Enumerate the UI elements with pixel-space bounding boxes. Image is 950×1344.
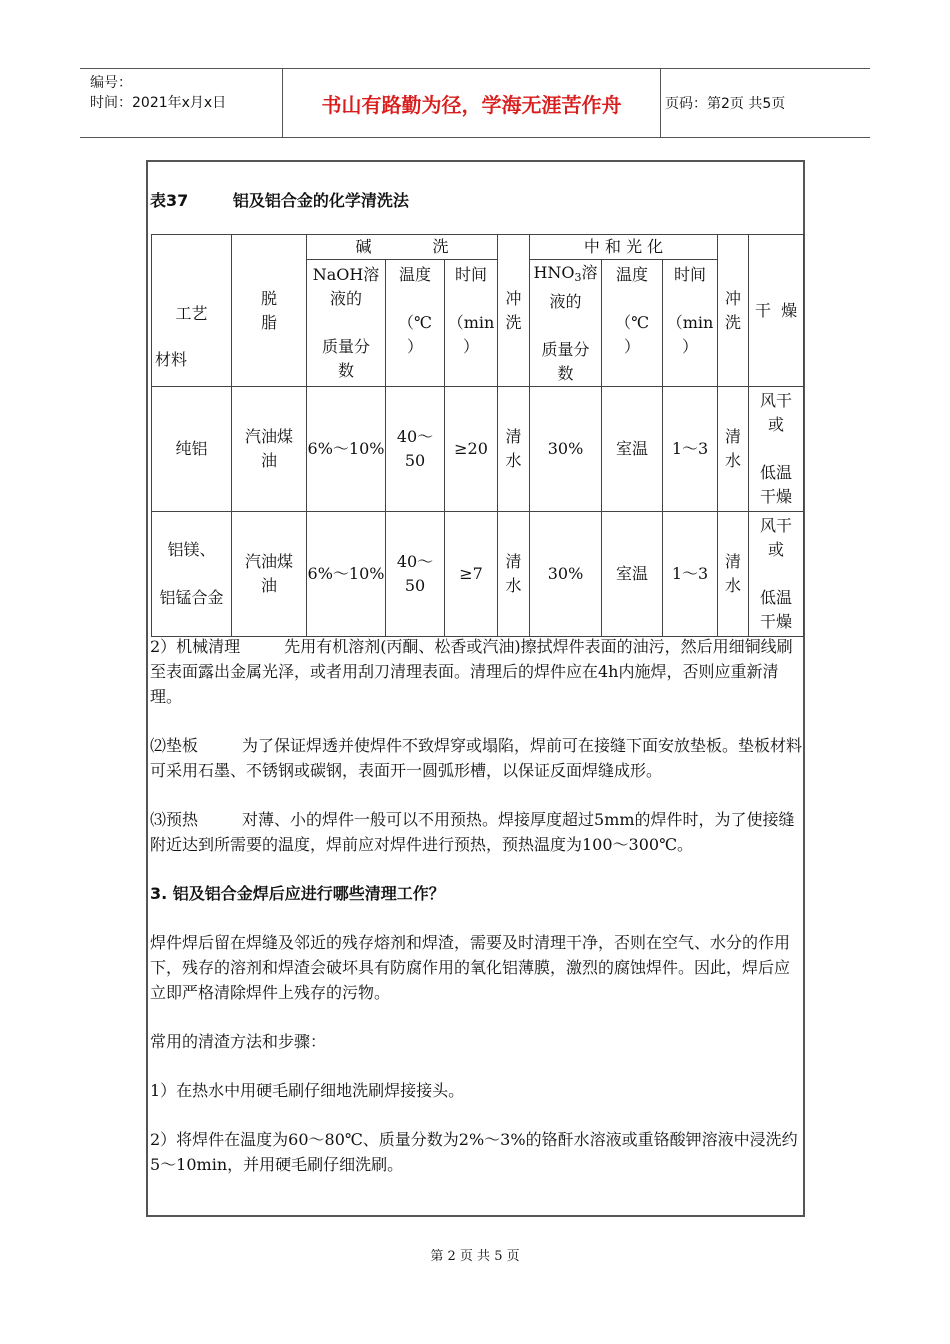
cell-hno3: 30%	[530, 387, 602, 512]
body-text	[150, 634, 805, 1201]
header-neutralize: 中 和 光 化	[530, 235, 718, 260]
cell-temp2: 室温	[602, 512, 663, 637]
cleaning-table-wrap	[151, 234, 803, 637]
header-meta	[80, 69, 283, 137]
header-rinse-2: 冲 洗	[718, 235, 749, 387]
cell-time: ≥20	[445, 387, 498, 512]
paragraph-step-1: 1）在热水中用硬毛刷仔细地洗刷焊接接头。	[150, 1081, 465, 1100]
header-temp-1: 温度 （℃ ）	[386, 260, 445, 387]
header-page-info: 页码：第2页 共5页	[665, 96, 786, 112]
cell-hno3: 30%	[530, 512, 602, 637]
cell-naoh: 6%～10%	[307, 387, 386, 512]
cell-time2: 1～3	[663, 512, 718, 637]
header-time-2: 时间 （min ）	[663, 260, 718, 387]
cell-time2: 1～3	[663, 387, 718, 512]
cell-rinse: 清 水	[498, 512, 530, 637]
page-footer: 第 2 页 共 5 页	[430, 1249, 520, 1264]
cell-material: 铝镁、 铝锰合金	[152, 512, 232, 637]
cell-temp: 40～ 50	[386, 512, 445, 637]
cell-rinse2: 清 水	[718, 387, 749, 512]
section-heading: 3. 铝及铝合金焊后应进行哪些清理工作？	[150, 884, 445, 903]
paragraph-preheat: ⑶预热 对薄、小的焊件一般可以不用预热。焊接厚度超过5mm的焊件时，为了使接缝附近达到所需要的温度，焊前应对焊件进行预热，预热温度为100～300℃。	[150, 810, 795, 854]
doc-time-label: 时间：2021年x月x日	[90, 95, 227, 111]
header-degrease: 脱 脂	[232, 235, 307, 387]
header-rinse-1: 冲 洗	[498, 235, 530, 387]
cell-time: ≥7	[445, 512, 498, 637]
paragraph-backing-plate: ⑵垫板 为了保证焊透并使焊件不致焊穿或塌陷，焊前可在接缝下面安放垫板。垫板材料可采用石墨、不锈钢或碳钢，表面开一圆弧形槽，以保证反面焊缝成形。	[150, 736, 803, 780]
cell-degrease: 汽油煤 油	[232, 387, 307, 512]
header-time-1: 时间 （min ）	[445, 260, 498, 387]
cell-material: 纯铝	[152, 387, 232, 512]
table-row	[152, 512, 804, 637]
paragraph-step-2: 2）将焊件在温度为60～80℃、质量分数为2%～3%的铬酐水溶液或重铬酸钾溶液中浸洗约5～10min，并用硬毛刷仔细洗刷。	[150, 1130, 798, 1174]
header-material: 材料	[155, 349, 188, 369]
header-hno3: $HNO_3$溶 液的 质量分 数	[530, 260, 602, 387]
header-process: 工艺	[175, 303, 208, 323]
cell-temp: 40～ 50	[386, 387, 445, 512]
cell-rinse: 清 水	[498, 387, 530, 512]
content-frame	[146, 160, 805, 1217]
paragraph-mechanical-cleaning: 2）机械清理 先用有机溶剂(丙酮、松香或汽油)擦拭焊件表面的油污，然后用细铜线刷至表面露出金属光泽，或者用刮刀清理表面。清理后的焊件应在4h内施焊，否则应重新清理。	[150, 637, 793, 706]
paragraph-post-weld: 焊件焊后留在焊缝及邻近的残存熔剂和焊渣，需要及时清理干净，否则在空气、水分的作用下，残存的溶剂和焊渣会破坏具有防腐作用的氧化铝薄膜，激烈的腐蚀焊件。因此，焊后应立即严格清除焊件上残存的污物。	[150, 933, 791, 1002]
header-naoh: NaOH溶 液的 质量分 数	[307, 260, 386, 387]
cell-temp2: 室温	[602, 387, 663, 512]
header-process-material	[152, 235, 232, 387]
doc-number-label: 编号：	[90, 75, 132, 91]
paragraph-methods-intro: 常用的清渣方法和步骤：	[150, 1032, 327, 1051]
cleaning-table	[151, 234, 804, 637]
header-alkali-wash: 碱 洗	[307, 235, 498, 260]
table-title: 表37 铝及铝合金的化学清洗法	[150, 191, 409, 210]
cell-rinse2: 清 水	[718, 512, 749, 637]
header-dry: 干 燥	[749, 235, 804, 387]
cell-degrease: 汽油煤 油	[232, 512, 307, 637]
cell-dry: 风干 或 低温 干燥	[749, 512, 804, 637]
page-header	[80, 68, 870, 138]
cell-naoh: 6%～10%	[307, 512, 386, 637]
cell-dry: 风干 或 低温 干燥	[749, 387, 804, 512]
header-motto: 书山有路勤为径，学海无涯苦作舟	[283, 69, 661, 137]
table-header-row-1	[152, 235, 804, 260]
header-temp-2: 温度 （℃ ）	[602, 260, 663, 387]
table-row	[152, 387, 804, 512]
